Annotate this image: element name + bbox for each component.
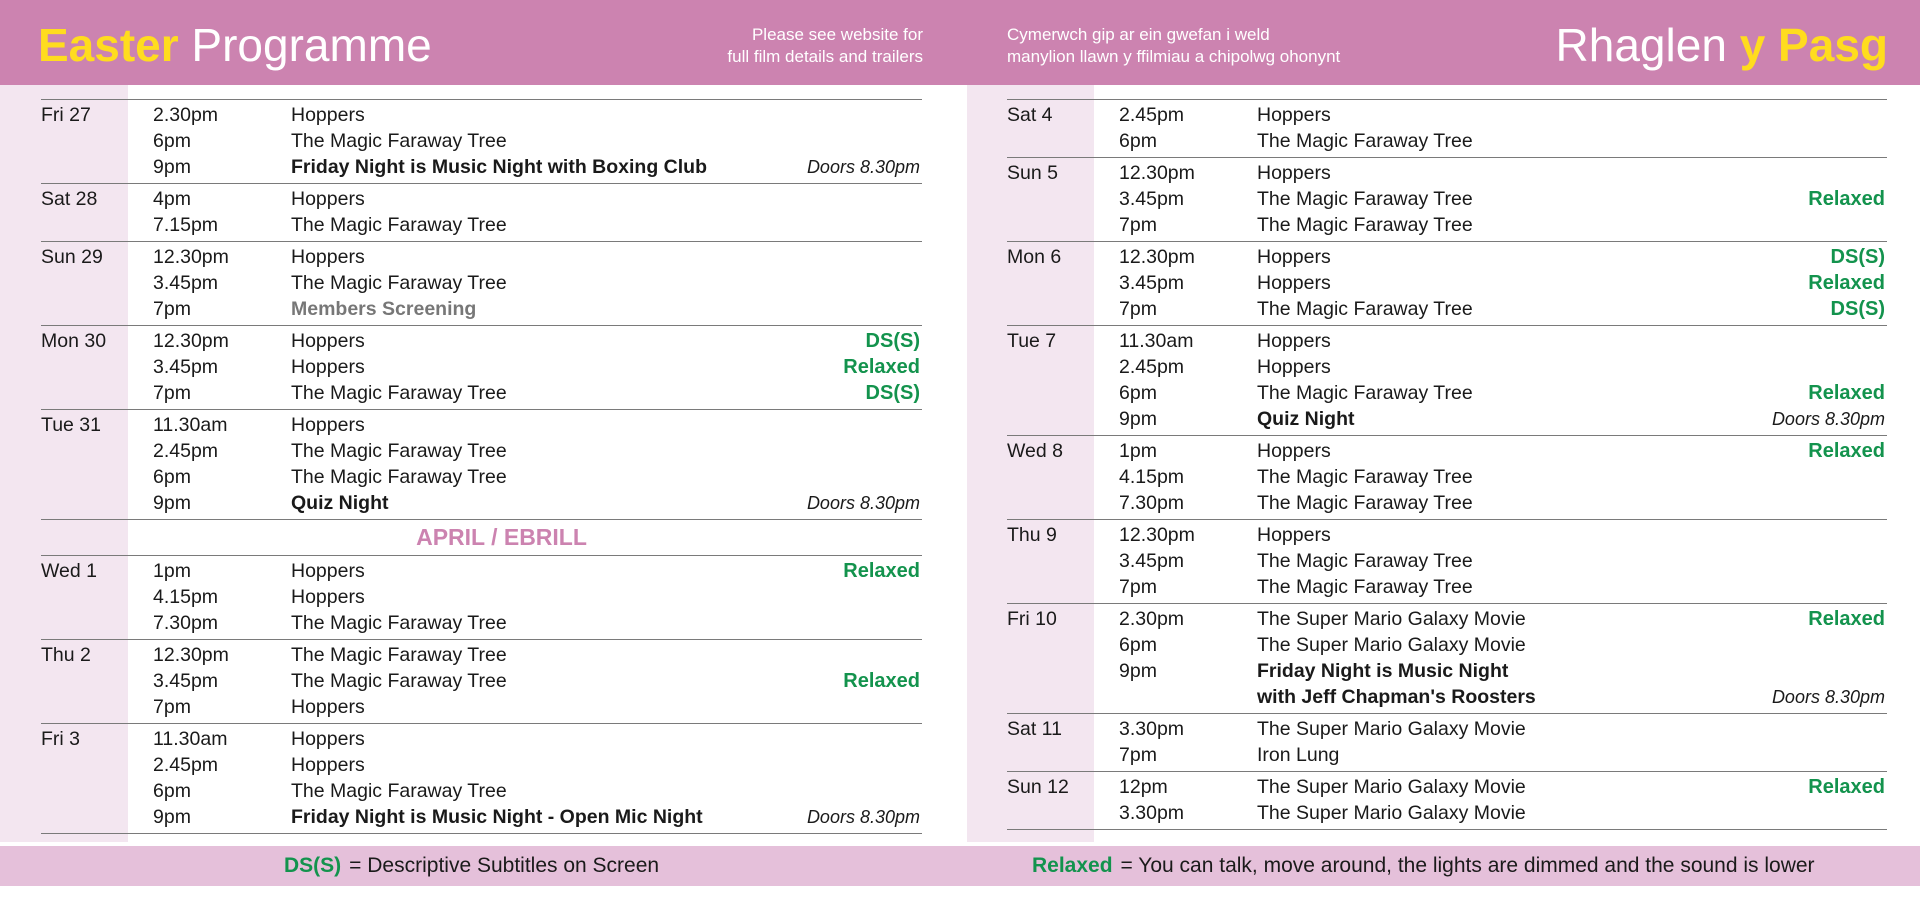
screening-time: 11.30am: [1119, 329, 1194, 352]
film-title: The Magic Faraway Tree: [291, 271, 507, 294]
screening-time: 6pm: [1119, 633, 1157, 656]
date-label: Fri 27: [41, 103, 91, 126]
film-title: Hoppers: [1257, 439, 1331, 462]
screening-time: 7pm: [1119, 297, 1157, 320]
screening-time: 7.30pm: [153, 611, 219, 634]
doors-time: Doors 8.30pm: [806, 806, 920, 827]
screening-row: [41, 464, 922, 490]
screening-time: 6pm: [153, 129, 191, 152]
relaxed-badge: Relaxed: [1808, 271, 1885, 294]
screening-time: 9pm: [153, 805, 191, 828]
film-title: Hoppers: [291, 413, 365, 436]
date-label: Sun 29: [41, 245, 103, 268]
date-label: Thu 9: [1007, 523, 1057, 546]
website-note-welsh: [1007, 24, 1340, 68]
film-title: Hoppers: [1257, 329, 1331, 352]
screening-time: 3.45pm: [153, 669, 219, 692]
dss-badge: DS(S): [1830, 297, 1885, 320]
title-welsh-rest: Rhaglen: [1555, 19, 1740, 71]
day-group: [41, 325, 922, 409]
screening-row: [1007, 522, 1887, 548]
film-title: Friday Night is Music Night - Open Mic Night: [291, 805, 703, 828]
screening-row: [1007, 406, 1887, 432]
screening-row: [1007, 160, 1887, 186]
film-title: Hoppers: [291, 695, 365, 718]
screening-time: 2.45pm: [1119, 103, 1185, 126]
film-title: Hoppers: [1257, 161, 1331, 184]
screening-row: [1007, 186, 1887, 212]
screening-row: [41, 328, 922, 354]
website-note-english-line2: full film details and trailers: [727, 47, 923, 66]
date-label: Sat 28: [41, 187, 98, 210]
day-group: [1007, 771, 1887, 830]
relaxed-badge: Relaxed: [1808, 187, 1885, 210]
screening-row: [1007, 716, 1887, 742]
relaxed-badge: Relaxed: [1808, 775, 1885, 798]
screening-row: [1007, 548, 1887, 574]
film-title: Hoppers: [1257, 271, 1331, 294]
screening-time: 6pm: [1119, 129, 1157, 152]
screening-row: [1007, 742, 1887, 768]
film-title: The Magic Faraway Tree: [1257, 549, 1473, 572]
date-label: Wed 8: [1007, 439, 1064, 462]
dss-badge: DS(S): [1830, 245, 1885, 268]
screening-time: 3.45pm: [153, 355, 219, 378]
date-label: Fri 3: [41, 727, 80, 750]
film-title: The Magic Faraway Tree: [1257, 465, 1473, 488]
date-label: Wed 1: [41, 559, 98, 582]
film-title: The Magic Faraway Tree: [1257, 297, 1473, 320]
screening-time: 6pm: [153, 779, 191, 802]
doors-time: Doors 8.30pm: [806, 492, 920, 513]
screening-time: 4.15pm: [153, 585, 219, 608]
screening-time: 2.45pm: [153, 439, 219, 462]
screening-time: 12pm: [1119, 775, 1168, 798]
film-title: Hoppers: [291, 753, 365, 776]
screening-time: 12.30pm: [1119, 161, 1195, 184]
film-title: The Magic Faraway Tree: [1257, 381, 1473, 404]
screening-row: [41, 490, 922, 516]
film-title: Hoppers: [291, 103, 365, 126]
screening-time: 2.45pm: [1119, 355, 1185, 378]
dss-badge: DS(S): [865, 381, 920, 404]
relaxed-badge: Relaxed: [843, 669, 920, 692]
screening-time: 3.30pm: [1119, 717, 1185, 740]
day-group: [41, 555, 922, 639]
screening-row: [1007, 128, 1887, 154]
schedule-list-right: [1007, 99, 1887, 830]
film-title: Hoppers: [291, 727, 365, 750]
film-title: The Super Mario Galaxy Movie: [1257, 717, 1526, 740]
legend-relaxed-text: = You can talk, move around, the lights are dimmed and the sound is lower: [1120, 854, 1815, 877]
day-group: [1007, 713, 1887, 771]
film-title: Hoppers: [291, 355, 365, 378]
screening-row: [41, 668, 922, 694]
screening-row: [41, 186, 922, 212]
screening-row: [41, 270, 922, 296]
screening-row: [41, 642, 922, 668]
screening-row: [41, 610, 922, 636]
screening-time: 7pm: [153, 381, 191, 404]
film-title: The Magic Faraway Tree: [291, 381, 507, 404]
legend-dss: [284, 846, 659, 886]
film-title: The Magic Faraway Tree: [1257, 213, 1473, 236]
legend-bar: [0, 846, 1920, 886]
film-title: The Super Mario Galaxy Movie: [1257, 607, 1526, 630]
screening-row: [41, 380, 922, 406]
film-title: The Magic Faraway Tree: [291, 439, 507, 462]
screening-time: 3.45pm: [1119, 187, 1185, 210]
film-title: The Magic Faraway Tree: [291, 779, 507, 802]
date-label: Sun 12: [1007, 775, 1069, 798]
legend-relaxed-key: Relaxed: [1032, 854, 1113, 877]
screening-row: [1007, 490, 1887, 516]
screening-row: [41, 778, 922, 804]
screening-time: 9pm: [1119, 659, 1157, 682]
doors-time: Doors 8.30pm: [1771, 408, 1885, 429]
date-label: Tue 31: [41, 413, 101, 436]
screening-time: 3.45pm: [1119, 549, 1185, 572]
legend-dss-text: = Descriptive Subtitles on Screen: [349, 854, 660, 877]
film-title: The Magic Faraway Tree: [291, 669, 507, 692]
screening-time: 12.30pm: [1119, 523, 1195, 546]
screening-time: 2.45pm: [153, 753, 219, 776]
date-label: Sat 11: [1007, 717, 1062, 740]
screening-time: 7.15pm: [153, 213, 219, 236]
film-title: Hoppers: [291, 187, 365, 210]
film-title: The Magic Faraway Tree: [291, 643, 507, 666]
screening-row: [41, 804, 922, 830]
date-label: Sun 5: [1007, 161, 1058, 184]
screening-time: 7pm: [153, 695, 191, 718]
screening-time: 2.30pm: [153, 103, 219, 126]
day-group: [41, 183, 922, 241]
film-title: Members Screening: [291, 297, 477, 320]
screening-time: 1pm: [1119, 439, 1157, 462]
day-group: [41, 241, 922, 325]
film-title: The Super Mario Galaxy Movie: [1257, 775, 1526, 798]
day-group: [1007, 603, 1887, 713]
screening-row: [1007, 606, 1887, 632]
screening-time: 7pm: [153, 297, 191, 320]
title-welsh: [1555, 19, 1888, 71]
screening-row: [1007, 774, 1887, 800]
screening-row: [1007, 328, 1887, 354]
film-title: The Magic Faraway Tree: [291, 129, 507, 152]
header-banner: [0, 0, 1920, 85]
schedule-panel-right: [967, 85, 1920, 842]
screening-time: 3.30pm: [1119, 801, 1185, 824]
screening-row: [41, 412, 922, 438]
day-group: [41, 409, 922, 519]
film-title: Hoppers: [291, 585, 365, 608]
website-note-english-line1: Please see website for: [751, 25, 923, 44]
date-label: Thu 2: [41, 643, 91, 666]
website-note-welsh-line1: Cymerwch gip ar ein gwefan i weld: [1007, 25, 1270, 44]
doors-time: Doors 8.30pm: [1771, 686, 1885, 707]
relaxed-badge: Relaxed: [1808, 439, 1885, 462]
screening-row: [1007, 658, 1887, 684]
month-divider: APRIL / EBRILL: [41, 519, 922, 555]
relaxed-badge: Relaxed: [1808, 381, 1885, 404]
day-group: [1007, 325, 1887, 435]
film-title: The Magic Faraway Tree: [291, 213, 507, 236]
screening-row: [1007, 244, 1887, 270]
film-title: The Magic Faraway Tree: [1257, 187, 1473, 210]
film-title: Hoppers: [291, 245, 365, 268]
film-title: Hoppers: [1257, 523, 1331, 546]
screening-row: [41, 212, 922, 238]
relaxed-badge: Relaxed: [843, 559, 920, 582]
film-title: Hoppers: [1257, 355, 1331, 378]
screening-row: [41, 726, 922, 752]
film-title: Hoppers: [1257, 103, 1331, 126]
screening-row: [41, 558, 922, 584]
screening-time: 7pm: [1119, 743, 1157, 766]
screening-row: [1007, 800, 1887, 826]
film-title: Hoppers: [1257, 245, 1331, 268]
screening-row: [1007, 464, 1887, 490]
film-title: with Jeff Chapman's Roosters: [1257, 685, 1536, 708]
film-title: Friday Night is Music Night: [1257, 659, 1509, 682]
title-english-highlight: Easter: [38, 19, 179, 71]
date-label: Mon 6: [1007, 245, 1062, 268]
film-title: The Magic Faraway Tree: [1257, 491, 1473, 514]
screening-time: 6pm: [153, 465, 191, 488]
film-title: The Magic Faraway Tree: [291, 465, 507, 488]
screening-row: [41, 354, 922, 380]
screening-time: 11.30am: [153, 413, 228, 436]
title-english-rest: Programme: [178, 19, 432, 71]
date-label: Sat 4: [1007, 103, 1053, 126]
screening-time: 4pm: [153, 187, 191, 210]
screening-row: [1007, 632, 1887, 658]
film-title: Iron Lung: [1257, 743, 1340, 766]
screening-row: [1007, 354, 1887, 380]
screening-time: 7.30pm: [1119, 491, 1185, 514]
screening-time: 1pm: [153, 559, 191, 582]
screening-row: [1007, 296, 1887, 322]
screening-time: 12.30pm: [1119, 245, 1195, 268]
website-note-welsh-line2: manylion llawn y ffilmiau a chipolwg ohonynt: [1007, 47, 1341, 66]
film-title: The Magic Faraway Tree: [291, 611, 507, 634]
screening-time: 9pm: [1119, 407, 1157, 430]
screening-row: [41, 154, 922, 180]
screening-row: [1007, 212, 1887, 238]
relaxed-badge: Relaxed: [1808, 607, 1885, 630]
legend-relaxed: [1032, 846, 1815, 886]
day-group: [41, 723, 922, 834]
screening-time: 11.30am: [153, 727, 228, 750]
day-group: [1007, 99, 1887, 157]
screening-time: 3.45pm: [1119, 271, 1185, 294]
screening-time: 12.30pm: [153, 245, 229, 268]
film-title: The Super Mario Galaxy Movie: [1257, 801, 1526, 824]
screening-row: [1007, 574, 1887, 600]
website-note-english: [727, 24, 923, 68]
film-title: Hoppers: [291, 329, 365, 352]
screening-row: [41, 296, 922, 322]
film-title: The Magic Faraway Tree: [1257, 575, 1473, 598]
screening-row: [1007, 438, 1887, 464]
film-title: The Magic Faraway Tree: [1257, 129, 1473, 152]
date-label: Tue 7: [1007, 329, 1057, 352]
doors-time: Doors 8.30pm: [806, 156, 920, 177]
screening-time: 7pm: [1119, 213, 1157, 236]
film-title: Quiz Night: [1257, 407, 1355, 430]
dss-badge: DS(S): [865, 329, 920, 352]
screening-time: 7pm: [1119, 575, 1157, 598]
film-title: Hoppers: [291, 559, 365, 582]
legend-dss-key: DS(S): [284, 854, 342, 877]
screening-row: [1007, 270, 1887, 296]
screening-row: [41, 128, 922, 154]
screening-time: 3.45pm: [153, 271, 219, 294]
screening-time: 2.30pm: [1119, 607, 1185, 630]
screening-time: 4.15pm: [1119, 465, 1185, 488]
screening-row: [41, 694, 922, 720]
film-title: Quiz Night: [291, 491, 389, 514]
screening-row: [1007, 684, 1887, 710]
screening-row: [41, 752, 922, 778]
screening-time: 12.30pm: [153, 329, 229, 352]
day-group: [41, 639, 922, 723]
relaxed-badge: Relaxed: [843, 355, 920, 378]
day-group: [1007, 157, 1887, 241]
title-welsh-highlight: y Pasg: [1739, 19, 1888, 71]
screening-row: [41, 244, 922, 270]
screening-time: 12.30pm: [153, 643, 229, 666]
screening-row: [41, 584, 922, 610]
schedule-list-left: [41, 99, 922, 834]
screening-time: 9pm: [153, 155, 191, 178]
film-title: Friday Night is Music Night with Boxing Club: [291, 155, 707, 178]
screening-row: [41, 102, 922, 128]
date-label: Fri 10: [1007, 607, 1057, 630]
film-title: The Super Mario Galaxy Movie: [1257, 633, 1526, 656]
screening-row: [1007, 380, 1887, 406]
screening-row: [41, 438, 922, 464]
screening-row: [1007, 102, 1887, 128]
day-group: [1007, 241, 1887, 325]
day-group: [1007, 519, 1887, 603]
date-label: Mon 30: [41, 329, 107, 352]
day-group: [1007, 435, 1887, 519]
day-group: [41, 99, 922, 183]
title-english: [38, 19, 432, 71]
screening-time: 9pm: [153, 491, 191, 514]
schedule-panel-left: [0, 85, 923, 842]
screening-time: 6pm: [1119, 381, 1157, 404]
